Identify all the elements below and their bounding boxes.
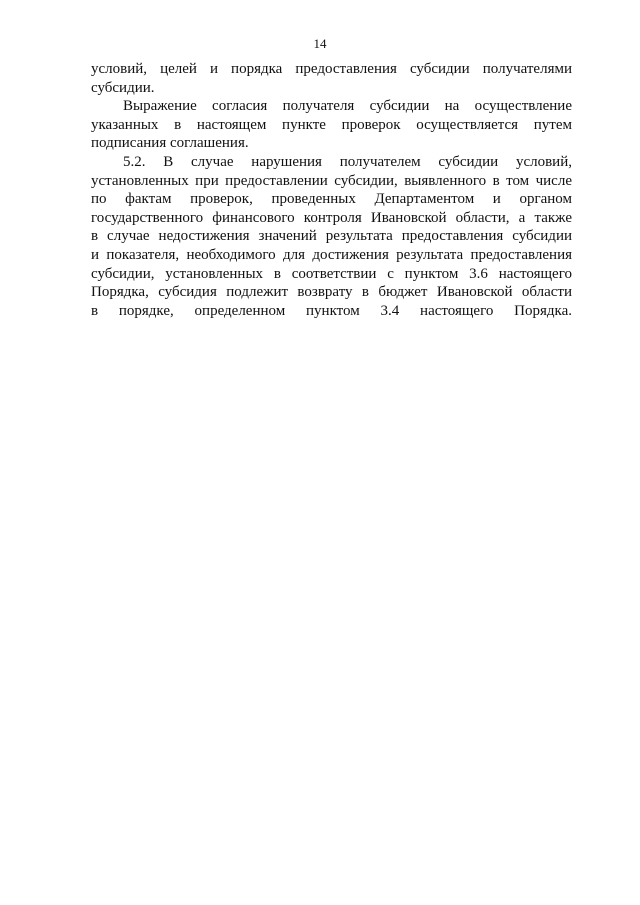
text-line: субсидии. <box>91 79 155 96</box>
text-line: 5.2. В случае нарушения получателем субсидии условий, <box>123 153 572 170</box>
text-line: указанных в настоящем пункте проверок осуществляется путем <box>91 116 572 133</box>
text-line: в случае недостижения значений результата предоставления субсидии <box>91 228 572 245</box>
text-line: установленных при предоставлении субсидии, выявленного в том числе <box>91 172 572 189</box>
text-line: подписания соглашения. <box>91 135 249 152</box>
paragraph-2 <box>91 97 572 153</box>
body-text <box>91 60 572 320</box>
text-line: государственного финансового контроля Ивановской области, а также <box>91 209 572 226</box>
text-line: в порядке, определенном пунктом 3.4 настоящего Порядка. <box>91 302 572 319</box>
text-line: Выражение согласия получателя субсидии на осуществление <box>123 98 572 115</box>
text-line: условий, целей и порядка предоставления субсидии получателями <box>91 61 572 77</box>
paragraph-3 <box>91 153 572 320</box>
paragraph-1 <box>91 60 572 97</box>
text-line: субсидии, установленных в соответствии с пунктом 3.6 настоящего <box>91 265 572 282</box>
text-line: и показателя, необходимого для достижения результата предоставления <box>91 246 572 263</box>
page-number: 14 <box>313 36 327 51</box>
text-line: по фактам проверок, проведенных Департаментом и органом <box>91 191 572 208</box>
text-line: Порядка, субсидия подлежит возврату в бюджет Ивановской области <box>91 284 572 301</box>
